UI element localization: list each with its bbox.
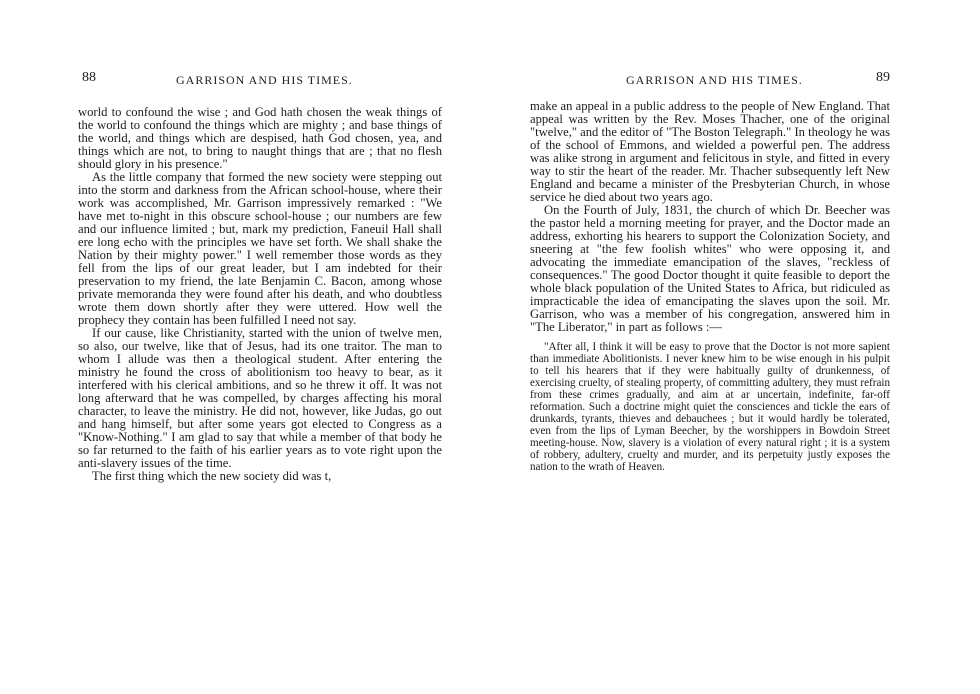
- paragraph: As the little company that formed the new society were stepping out into the storm and darkness from the African school-house, where their work was accomplished, Mr. Garrison impressively remarked : "We have met to-night in this obscure school-house ; our numbers are few and our influence limited ; but, mark my prediction, Faneuil Hall shall ere long echo with the principles we have set forth. We shall shake the Nation by their mighty power." I well remember those words as they fell from the lips of our great leader, but I am indebted for their preservation to my friend, the late Benjamin C. Bacon, among whose private memoranda they were found after his death, and who doubtless wrote them down shortly after they were uttered. How well the prophecy they contain has been fulfilled I need not say.: [78, 170, 442, 327]
- paragraph: world to confound the wise ; and God hath chosen the weak things of the world to confound the things which are mighty ; and base things of the world, and things which are despised, hath God chosen, yea, and things which are not, to bring to naught things that are ; that no flesh should glory in his presence.": [78, 105, 442, 171]
- paragraph: The first thing which the new society did was t,: [92, 469, 332, 483]
- left-page-number: 88: [82, 70, 96, 85]
- left-page: [72, 0, 442, 694]
- right-page-number: 89: [876, 70, 890, 85]
- right-running-head: GARRISON AND HIS TIMES.: [626, 73, 803, 87]
- block-quote: "After all, I think it will be easy to prove that the Doctor is not more sapient than immediate Abolitionists. I never knew him to be wise enough in his pulpit to tell his hearers that if they were habitually guilty of drunkenness, of exercising cruelty, of stealing property, of committing adultery, they must refrain from these crimes gradually, and aim at ar uncertain, indefinite, far-off reformation. Such a doctrine might quiet the consciences and tickle the ears of drunkards, tyrants, thieves and debauchees ; but it would hardly be tolerated, even from the lips of Lyman Beecher, by the worshippers in Bowdoin Street meeting-house. Now, slavery is a violation of every natural right ; it is a system of robbery, adultery, cruelty and murder, and its perpetuity justly exposes the nation to the wrath of Heaven.: [530, 341, 890, 473]
- right-page: [530, 0, 890, 694]
- left-running-head: GARRISON AND HIS TIMES.: [176, 73, 353, 87]
- left-page-body: [78, 106, 442, 483]
- paragraph: If our cause, like Christianity, started with the union of twelve men, so also, our twelve, like that of Jesus, had its one traitor. The man to whom I allude was then a theological student. After entering the ministry he found the cross of abolitionism too heavy to bear, as it interfered with his clerical ambitions, and so he threw it off. It was not long afterward that he was compelled, by charges affecting his moral character, to leave the ministry. He did not, however, like Judas, go out and hang himself, but after some years got elected to Congress as a "Know-Nothing." I am glad to say that while a member of that body he so far returned to the faith of his earlier years as to vote right upon the anti-slavery issues of the time.: [78, 326, 442, 470]
- right-page-header: [530, 70, 890, 90]
- paragraph: make an appeal in a public address to the people of New England. That appeal was written by the Rev. Moses Thacher, one of the original "twelve," and the editor of "The Boston Telegraph." In theology he was of the school of Emmons, and wielded a powerful pen. The address was alike strong in argument and felicitous in style, and fitted in every way to stir the heart of the reader. Mr. Thacher subsequently left New England and became a minister of the Presbyterian Church, in whose service he died about two years ago.: [530, 99, 890, 204]
- left-page-header: [72, 70, 442, 90]
- right-page-body: [530, 100, 890, 473]
- paragraph: On the Fourth of July, 1831, the church of which Dr. Beecher was the pastor held a morning meeting for prayer, and the Doctor made an address, exhorting his hearers to support the Colonization Society, and sneering at "the few foolish whites" who were opposing it, and advocating the immediate emancipation of the slaves, "reckless of consequences." The good Doctor thought it quite feasible to deport the whole black population of the United States to Africa, but ridiculed as impracticable the idea of emancipating the slaves upon the soil. Mr. Garrison, who was a member of his congregation, answered him in "The Liberator," in part as follows :—: [530, 203, 890, 334]
